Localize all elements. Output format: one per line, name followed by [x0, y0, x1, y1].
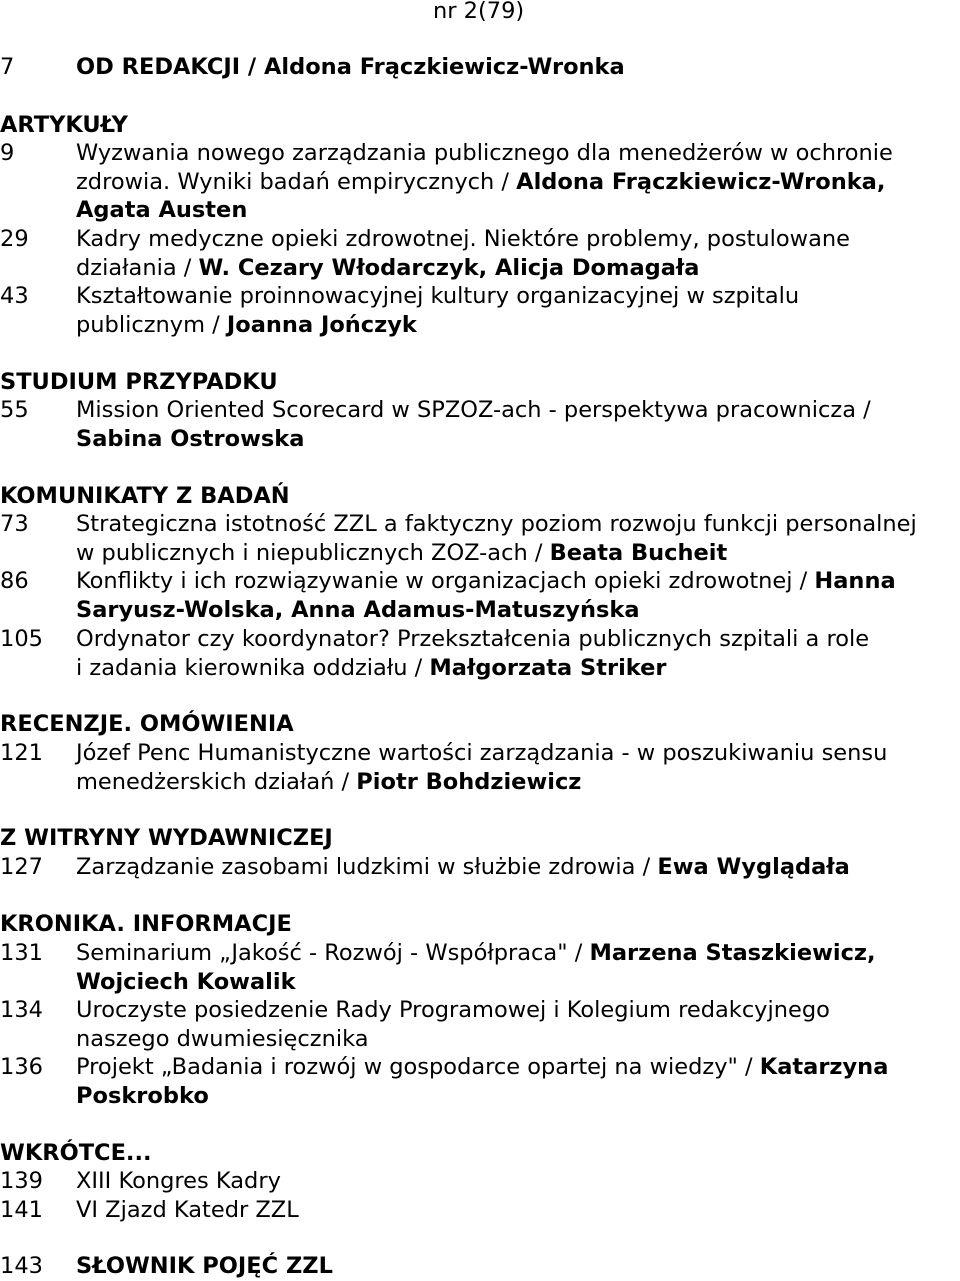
- entry-title: Wyzwania nowego zarządzania publicznego dla menedżerów w ochronie: [76, 140, 893, 166]
- entry-title: Konflikty i ich rozwiązywanie w organizacjach opieki zdrowotnej /: [76, 568, 815, 594]
- entry-title: Mission Oriented Scorecard w SPZOZ-ach - perspektywa pracownicza /: [76, 397, 871, 423]
- entry-authors: Hanna: [814, 568, 896, 594]
- entry-title-cont: publicznym /: [76, 311, 227, 338]
- entry-title: XIII Kongres Kadry: [76, 1168, 281, 1194]
- entry-title: Kadry medyczne opieki zdrowotnej. Niektóre problemy, postulowane: [76, 226, 850, 252]
- entry-title: Uroczyste posiedzenie Rady Programowej i Kolegium redakcyjnego: [76, 997, 830, 1023]
- entry-title: Seminarium „Jakość - Rozwój - Współpraca" /: [76, 940, 590, 966]
- entry-title: Strategiczna istotność ZZL a faktyczny poziom rozwoju funkcji personalnej: [76, 511, 917, 537]
- entry-authors-cont: Saryusz-Wolska, Anna Adamus-Matuszyńska: [76, 596, 640, 623]
- entry-authors-cont: Poskrobko: [76, 1082, 209, 1109]
- entry-authors: Sabina Ostrowska: [76, 425, 305, 452]
- page-number: 134: [0, 997, 43, 1023]
- entry-authors: W. Cezary Włodarczyk, Alicja Domagała: [198, 254, 700, 281]
- page-number: 127: [0, 854, 43, 880]
- issue-number: nr 2(79): [433, 0, 525, 24]
- page-number: 7: [0, 54, 15, 80]
- entry-authors-cont: Agata Austen: [76, 197, 248, 224]
- entry-title-cont: działania /: [76, 254, 199, 281]
- page-number: 43: [0, 283, 29, 309]
- entry-title: SŁOWNIK POJĘĆ ZZL: [76, 1253, 333, 1279]
- entry-title-cont: w publicznych i niepublicznych ZOZ-ach /: [76, 539, 550, 566]
- section-heading-articles: ARTYKUŁY: [0, 112, 128, 138]
- entry-authors: Katarzyna: [759, 1054, 889, 1080]
- page-number: 29: [0, 226, 29, 252]
- section-heading-research-reports: KOMUNIKATY Z BADAŃ: [0, 483, 290, 509]
- page-number: 136: [0, 1054, 43, 1080]
- entry-title-cont: naszego dwumiesięcznika: [76, 1025, 369, 1052]
- entry-title: VI Zjazd Katedr ZZL: [76, 1197, 299, 1223]
- entry-title: Kształtowanie proinnowacyjnej kultury organizacyjnej w szpitalu: [76, 283, 800, 309]
- page-number: 86: [0, 568, 29, 594]
- page-number: 143: [0, 1253, 43, 1279]
- entry-title-cont: i zadania kierownika oddziału /: [76, 654, 430, 681]
- page-number: 73: [0, 511, 29, 537]
- entry-authors: Aldona Frączkiewicz-Wronka,: [516, 168, 886, 195]
- entry-authors: Piotr Bohdziewicz: [356, 768, 582, 795]
- entry-authors: Ewa Wyglądała: [657, 854, 850, 880]
- entry-title-cont: menedżerskich działań /: [76, 768, 357, 795]
- entry-title: Ordynator czy koordynator? Przekształcenia publicznych szpitali a role: [76, 626, 870, 652]
- entry-title: Józef Penc Humanistyczne wartości zarządzania - w poszukiwaniu sensu: [76, 740, 888, 766]
- section-heading-chronicle: KRONIKA. INFORMACJE: [0, 911, 292, 937]
- entry-authors: Marzena Staszkiewicz,: [589, 940, 876, 966]
- page-number: 9: [0, 140, 15, 166]
- section-heading-publisher-showcase: Z WITRYNY WYDAWNICZEJ: [0, 825, 333, 851]
- page-number: 141: [0, 1197, 43, 1223]
- entry-title: Projekt „Badania i rozwój w gospodarce opartej na wiedzy" /: [76, 1054, 760, 1080]
- entry-title: OD REDAKCJI / Aldona Frączkiewicz-Wronka: [76, 54, 625, 80]
- entry-authors: Beata Bucheit: [549, 539, 728, 566]
- section-heading-coming-soon: WKRÓTCE...: [0, 1140, 152, 1166]
- page-number: 105: [0, 626, 43, 652]
- entry-authors: Joanna Jończyk: [226, 311, 417, 338]
- entry-title-cont: zdrowia. Wyniki badań empirycznych /: [76, 168, 517, 195]
- section-heading-case-study: STUDIUM PRZYPADKU: [0, 369, 278, 395]
- section-heading-reviews: RECENZJE. OMÓWIENIA: [0, 711, 294, 737]
- page-number: 55: [0, 397, 29, 423]
- entry-title: Zarządzanie zasobami ludzkimi w służbie zdrowia /: [76, 854, 658, 880]
- page-number: 121: [0, 740, 43, 766]
- page-number: 131: [0, 940, 43, 966]
- page-number: 139: [0, 1168, 43, 1194]
- entry-authors-cont: Wojciech Kowalik: [76, 968, 296, 995]
- entry-authors: Małgorzata Striker: [429, 654, 667, 681]
